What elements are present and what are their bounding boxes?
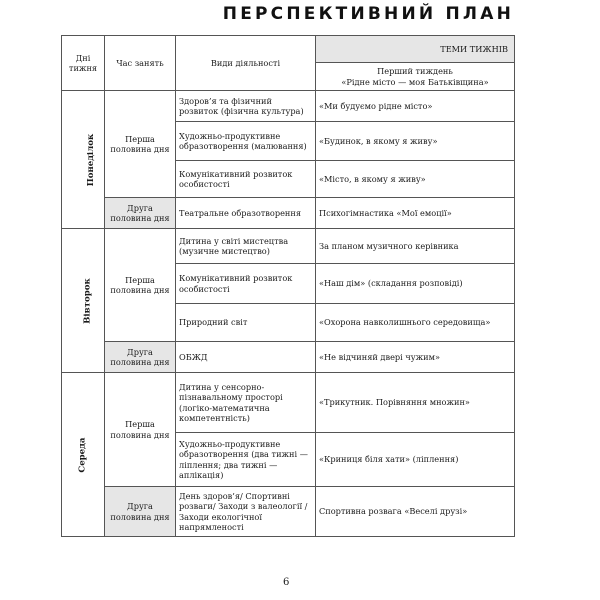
header-week bbox=[316, 63, 515, 91]
theme-cell: Спортивна розвага «Веселі друзі» bbox=[316, 487, 515, 537]
theme-cell: «Не відчиняй двері чужим» bbox=[316, 342, 515, 373]
theme-cell: «Ми будуємо рідне місто» bbox=[316, 91, 515, 122]
time-cell: Друга половина дня bbox=[105, 198, 176, 229]
header-days: Дні тижня bbox=[62, 36, 105, 91]
theme-cell: «Будинок, в якому я живу» bbox=[316, 122, 515, 161]
theme-cell: «Місто, в якому я живу» bbox=[316, 161, 515, 198]
theme-cell: Психогімнастика «Мої емоції» bbox=[316, 198, 515, 229]
activity-cell: День здоров’я/ Спортивні розваги/ Заходи з валеології / Заходи екологічної напрямленості bbox=[176, 487, 316, 537]
header-activities: Види діяльності bbox=[176, 36, 316, 91]
theme-cell: За планом музичного керівника bbox=[316, 229, 515, 264]
activity-cell: Художньо-продуктивне образотворення (два тижні — ліплення; два тижні — аплікація) bbox=[176, 433, 316, 487]
activity-cell: Комунікативний розвиток особистості bbox=[176, 161, 316, 198]
activity-cell: Комунікативний розвиток особистості bbox=[176, 264, 316, 304]
activity-cell: Дитина у сенсорно-пізнавальному просторі (логіко-математична компетентність) bbox=[176, 373, 316, 433]
time-cell: Перша половина дня bbox=[105, 91, 176, 198]
perspective-plan-table bbox=[61, 35, 515, 537]
activity-cell: Дитина у світі мистецтва (музичне мистецтво) bbox=[176, 229, 316, 264]
theme-cell: «Наш дім» (складання розповіді) bbox=[316, 264, 515, 304]
activity-cell: Художньо-продуктивне образотворення (малювання) bbox=[176, 122, 316, 161]
day-wednesday: Середа bbox=[62, 373, 105, 537]
header-time: Час занять bbox=[105, 36, 176, 91]
time-cell: Перша половина дня bbox=[105, 373, 176, 487]
theme-cell: «Криниця біля хати» (ліплення) bbox=[316, 433, 515, 487]
time-cell: Перша половина дня bbox=[105, 229, 176, 342]
time-cell: Друга половина дня bbox=[105, 487, 176, 537]
week-label: Перший тиждень bbox=[377, 66, 453, 77]
activity-cell: Театральне образотворення bbox=[176, 198, 316, 229]
day-tuesday: Вівторок bbox=[62, 229, 105, 373]
page-number: 6 bbox=[283, 577, 290, 588]
week-theme: «Рідне місто — моя Батьківщина» bbox=[341, 76, 489, 87]
time-cell: Друга половина дня bbox=[105, 342, 176, 373]
page-title: ПЕРСПЕКТИВНИЙ ПЛАН bbox=[222, 4, 514, 24]
theme-cell: «Трикутник. Порівняння множин» bbox=[316, 373, 515, 433]
activity-cell: Природний світ bbox=[176, 304, 316, 342]
header-themes: ТЕМИ ТИЖНІВ bbox=[316, 36, 515, 63]
day-monday: Понеділок bbox=[62, 91, 105, 229]
theme-cell: «Охорона навколишнього середовища» bbox=[316, 304, 515, 342]
activity-cell: ОБЖД bbox=[176, 342, 316, 373]
activity-cell: Здоров’я та фізичний розвиток (фізична культура) bbox=[176, 91, 316, 122]
